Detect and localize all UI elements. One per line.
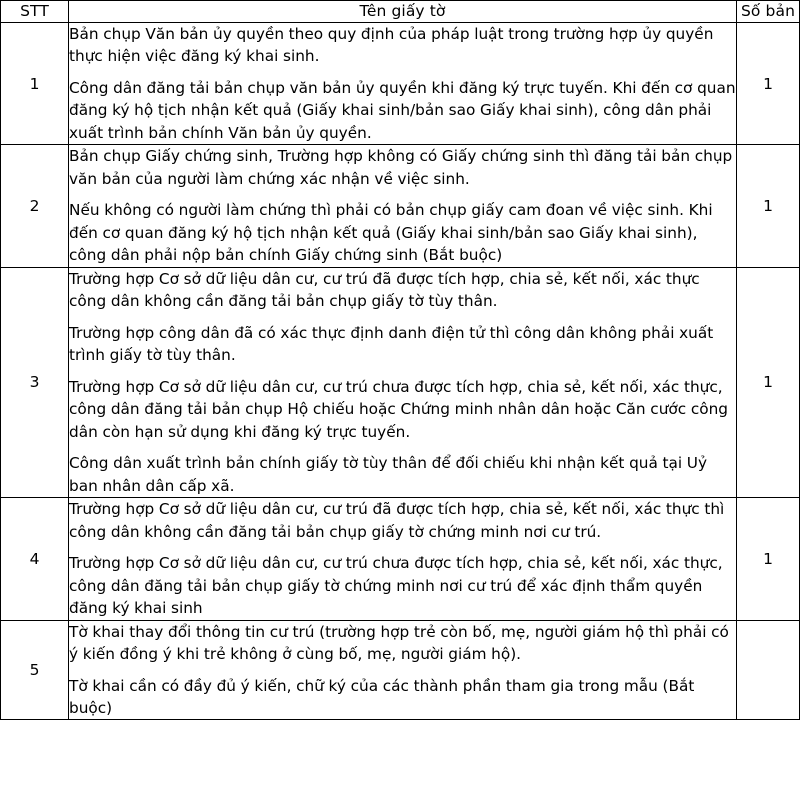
document-paragraph: Trường hợp công dân đã có xác thực định danh điện tử thì công dân không phải xuất trình giấy tờ tùy thân. (69, 323, 714, 365)
document-paragraph: Trường hợp Cơ sở dữ liệu dân cư, cư trú đã được tích hợp, chia sẻ, kết nối, xác thực thì công dân không cần đăng tải bản chụp giấy tờ chứng minh nơi cư trú. (69, 500, 725, 541)
cell-quantity (737, 620, 800, 720)
cell-document-name (69, 620, 737, 720)
document-paragraph: Công dân xuất trình bản chính giấy tờ tùy thân để đối chiếu khi nhận kết quả tại Uỷ ban nhân dân cấp xã. (69, 454, 708, 495)
table-row (1, 620, 800, 720)
cell-quantity: 1 (737, 145, 800, 267)
document-paragraph: Trường hợp Cơ sở dữ liệu dân cư, cư trú chưa được tích hợp, chia sẻ, kết nối, xác thực, công dân đăng tải bản chụp Hộ chiếu hoặc Chứng minh nhân dân hoặc Căn cước công dân còn hạn sử dụng khi đăng ký trực tuyến. (69, 377, 729, 441)
cell-stt: 1 (1, 22, 69, 144)
column-header-quantity: Số bản (737, 1, 800, 23)
cell-document-name (69, 22, 737, 144)
table-row (1, 22, 800, 144)
table-header-row (1, 1, 800, 23)
document-paragraph: Nếu không có người làm chứng thì phải có bản chụp giấy cam đoan về việc sinh. Khi đến cơ quan đăng ký hộ tịch nhận kết quả (Giấy khai sinh/bản sao Giấy khai sinh), công dân phải nộp bản chính Giấy chứng sinh (Bắt buộc) (69, 201, 713, 265)
document-paragraph: Công dân đăng tải bản chụp văn bản ủy quyền khi đăng ký trực tuyến. Khi đến cơ quan đăng ký hộ tịch nhận kết quả (Giấy khai sinh/bản sao Giấy khai sinh), công dân phải xuất trình bản chính Văn bản ủy quyền. (69, 78, 736, 142)
cell-stt: 4 (1, 498, 69, 620)
table-header (1, 1, 800, 23)
document-paragraph: Tờ khai thay đổi thông tin cư trú (trường hợp trẻ còn bố, mẹ, người giám hộ thì phải có ý kiến đồng ý khi trẻ không ở cùng bố, mẹ, người giám hộ). (69, 622, 729, 664)
cell-document-name (69, 145, 737, 267)
table-row (1, 267, 800, 497)
document-paragraph: Bản chụp Giấy chứng sinh, Trường hợp không có Giấy chứng sinh thì đăng tải bản chụp văn bản của người làm chứng xác nhận về việc sinh. (69, 147, 733, 188)
cell-stt: 5 (1, 620, 69, 720)
document-paragraph: Bản chụp Văn bản ủy quyền theo quy định của pháp luật trong trường hợp ủy quyền thực hiện việc đăng ký khai sinh. (69, 24, 714, 66)
cell-stt: 2 (1, 145, 69, 267)
table-row (1, 498, 800, 620)
column-header-stt: STT (1, 1, 69, 23)
cell-stt: 3 (1, 267, 69, 497)
table-row (1, 145, 800, 267)
document-paragraph: Tờ khai cần có đầy đủ ý kiến, chữ ký của các thành phần tham gia trong mẫu (Bắt buộc) (69, 676, 695, 717)
cell-quantity: 1 (737, 498, 800, 620)
document-paragraph: Trường hợp Cơ sở dữ liệu dân cư, cư trú chưa được tích hợp, chia sẻ, kết nối, xác thực, công dân đăng tải bản chụp giấy tờ chứng minh nơi cư trú để xác định thẩm quyền đăng ký khai sinh (69, 554, 723, 618)
column-header-document-name: Tên giấy tờ (69, 1, 737, 23)
cell-document-name (69, 267, 737, 497)
cell-quantity: 1 (737, 267, 800, 497)
document-paragraph: Trường hợp Cơ sở dữ liệu dân cư, cư trú đã được tích hợp, chia sẻ, kết nối, xác thực công dân không cần đăng tải bản chụp giấy tờ tùy thân. (69, 269, 700, 311)
cell-document-name (69, 498, 737, 620)
cell-quantity: 1 (737, 22, 800, 144)
table-body (1, 22, 800, 720)
